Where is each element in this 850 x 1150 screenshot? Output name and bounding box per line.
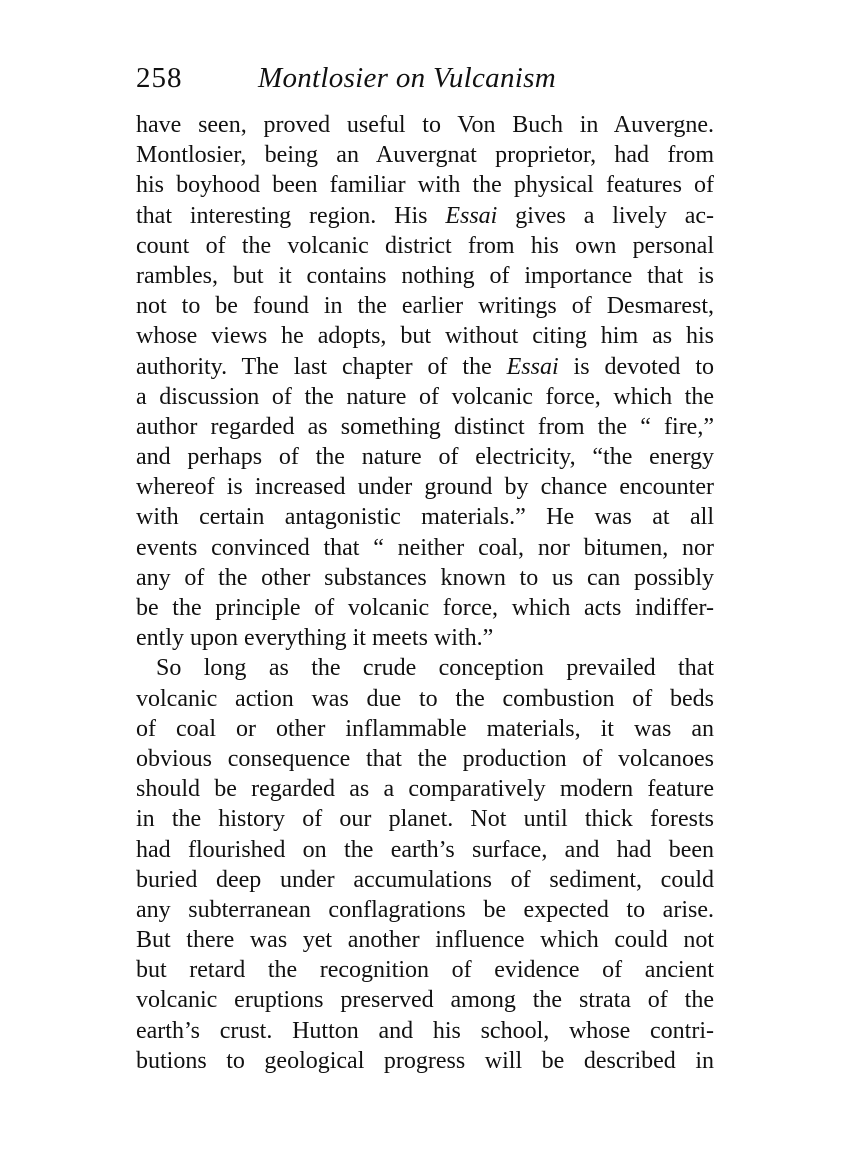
text-line: and perhaps of the nature of electricity, “the energy (136, 444, 714, 471)
text-line: a discussion of the nature of volcanic force, which the (136, 383, 714, 410)
text-line: So long as the crude conception prevailed that (156, 655, 714, 682)
page-number: 258 (136, 62, 183, 94)
text-line: in the history of our planet. Not until thick forests (136, 806, 714, 833)
text-line: But there was yet another influence which could not (136, 927, 714, 954)
text-line: Montlosier, being an Auvergnat proprietor, had from (136, 142, 714, 169)
text-line: butions to geological progress will be described in (136, 1047, 714, 1074)
text-segment: authority. The last chapter of the (136, 353, 507, 380)
body-text (136, 110, 714, 1076)
text-segment: that interesting region. His (136, 202, 446, 229)
italic-title: Essai (506, 353, 559, 380)
text-line: not to be found in the earlier writings of Desmarest, (136, 293, 714, 320)
text-line (136, 201, 714, 231)
text-line: any subterranean conflagrations be expected to arise. (136, 896, 714, 923)
italic-title: Essai (445, 202, 498, 229)
text-segment: gives a lively ac- (497, 202, 715, 229)
text-line: count of the volcanic district from his own personal (136, 232, 714, 259)
text-line: should be regarded as a comparatively modern feature (136, 776, 714, 803)
text-segment: is devoted to (558, 353, 714, 380)
text-line: whereof is increased under ground by chance encounter (136, 474, 714, 501)
text-line: but retard the recognition of evidence of ancient (136, 957, 714, 984)
text-line: with certain antagonistic materials.” He was at all (136, 504, 714, 531)
text-line: whose views he adopts, but without citing him as his (136, 323, 714, 350)
text-line: volcanic eruptions preserved among the strata of the (136, 987, 714, 1014)
text-line (136, 352, 714, 382)
text-line: be the principle of volcanic force, which acts indiffer- (136, 595, 714, 621)
text-line: author regarded as something distinct from the “ fire,” (136, 413, 714, 440)
text-line: of coal or other inflammable materials, it was an (136, 715, 714, 742)
text-line: his boyhood been familiar with the physical features of (136, 172, 714, 199)
text-line: obvious consequence that the production of volcanoes (136, 745, 714, 772)
text-line: ently upon everything it meets with.” (136, 625, 494, 652)
text-line: rambles, but it contains nothing of importance that is (136, 262, 714, 289)
running-title: Montlosier on Vulcanism (258, 62, 556, 94)
text-line: had flourished on the earth’s surface, and had been (136, 836, 714, 863)
running-head (136, 58, 716, 98)
text-line: have seen, proved useful to Von Buch in Auvergne. (136, 112, 714, 138)
text-line: earth’s crust. Hutton and his school, whose contri- (136, 1017, 714, 1044)
text-line: buried deep under accumulations of sediment, could (136, 866, 714, 893)
text-line: events convinced that “ neither coal, nor bitumen, nor (136, 534, 714, 561)
text-line: volcanic action was due to the combustion of beds (136, 685, 714, 712)
text-line: any of the other substances known to us can possibly (136, 564, 714, 591)
